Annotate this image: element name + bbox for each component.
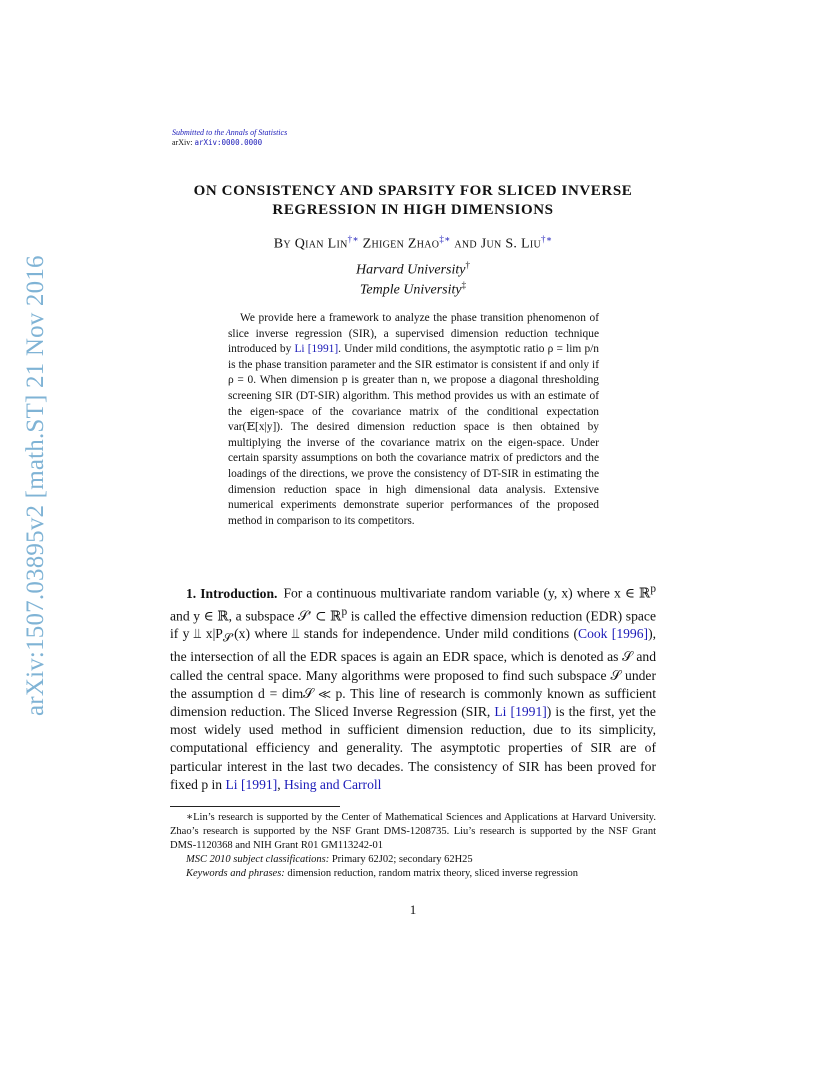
arxiv-prefix: arXiv: xyxy=(172,138,193,147)
subscript: 𝒮′ xyxy=(222,633,235,646)
affiliation-name: Harvard University xyxy=(355,262,466,278)
author-marks[interactable]: †∗ xyxy=(347,234,359,244)
body-text: ) is the first, yet the most widely used method in sufficient dimension reduction, due to its simplicity, computational efficiency and generality. The asymptotic properties of SIR are of particular interest in the last two decades. The consistency of SIR has been proved for fixed p in xyxy=(170,704,656,792)
affiliation xyxy=(170,260,656,279)
journal-submission-note: Submitted to the Annals of Statistics xyxy=(172,128,288,137)
by-label: By xyxy=(273,236,291,252)
body-text: and y ∈ ℝ, a subspace 𝒮′ ⊂ ℝ xyxy=(170,608,342,624)
funding-footnote: ∗Lin’s research is supported by the Center of Mathematical Sciences and Applications at Harvard University. Zhao’s research is supported by the NSF Grant DMS-1208735. Liu’s research is supported by the NSF Grant DMS-1120368 and NIH Grant R01 GM113242-01 xyxy=(170,812,656,851)
citation-link[interactable]: Li [1991] xyxy=(294,343,339,356)
footnote-rule xyxy=(170,806,340,807)
keywords-footnote xyxy=(170,867,656,881)
author-list xyxy=(170,234,656,253)
abstract-text: . Under mild conditions, the asymptotic ratio ρ = lim p/n is the phase transition parameter and the SIR estimator is consistent if and only if ρ = 0. When dimension p is greater than n, we propose a diagonal thresholding screening SIR (DT-SIR) algorithm. This method provides us with an estimate of the eigen-space of the covariance matrix of the conditional expectation var(𝔼[x|y]). The desired dimension reduction space is then obtained by multiplying the inverse of the covariance matrix on the eigen-space. Under certain sparsity assumptions on both the covariance matrix of predictors and the loadings of the directions, we prove the consistency of DT-SIR in estimating the dimension reduction space in high dimensional data analysis. Extensive numerical experiments demonstrate superior performances of the proposed method in comparison to its competitors. xyxy=(228,343,600,527)
msc-text: Primary 62J02; secondary 62H25 xyxy=(329,854,473,865)
affiliation-mark: ‡ xyxy=(461,280,467,290)
arxiv-side-stamp: arXiv:1507.03895v2 [math.ST] 21 Nov 2016 xyxy=(22,255,49,716)
author-name: Jun S. Liu xyxy=(480,236,542,252)
and-label: and xyxy=(454,236,477,252)
body-text: is called the effective dimension reduction (EDR) space if y ⫫ x|P xyxy=(170,608,656,642)
body-text: For a continuous multivariate random variable (y, x) where x ∈ ℝ xyxy=(283,585,651,601)
author-name: Qian Lin xyxy=(294,236,348,252)
affiliation xyxy=(170,280,656,299)
arxiv-identifier-line xyxy=(172,138,262,148)
abstract-text: We provide here a framework to analyze the phase transition phenomenon of slice inverse regression (SIR), a supervised dimension reduction technique introduced by xyxy=(228,312,599,356)
citation-link[interactable]: Li [1991] xyxy=(494,704,547,719)
citation-link[interactable]: Cook [1996] xyxy=(578,626,649,642)
msc-label: MSC 2010 subject classifications: xyxy=(186,854,330,865)
affiliation-name: Temple University xyxy=(359,282,462,298)
section-heading: 1. Introduction. xyxy=(186,585,278,601)
body-text: (x) where ⫫ stands for independence. Under mild conditions ( xyxy=(234,626,578,642)
msc-footnote xyxy=(170,853,656,867)
footnotes xyxy=(170,811,656,881)
body-text: ), the intersection of all the EDR spaces is again an EDR space, which is denoted as 𝒮 and called the central space. Many algorithms were proposed to find such subspace 𝒮 under the assumption d = dim𝒮 ≪ p. This line of research is commonly known as sufficient dimension reduction. The Sliced Inverse Regression (SIR, xyxy=(170,626,656,719)
affiliation-mark: † xyxy=(465,260,471,270)
introduction-section xyxy=(170,580,656,794)
author-name: Zhigen Zhao xyxy=(362,236,440,252)
paper-title: ON CONSISTENCY AND SPARSITY FOR SLICED INVERSE REGRESSION IN HIGH DIMENSIONS xyxy=(193,183,633,218)
arxiv-id-link[interactable]: arXiv:0000.0000 xyxy=(194,138,263,147)
superscript: p xyxy=(341,605,348,618)
citation-link[interactable]: Hsing and Carroll xyxy=(284,776,382,792)
citation-link[interactable]: Li [1991] xyxy=(225,776,278,792)
keywords-text: dimension reduction, random matrix theory, sliced inverse regression xyxy=(284,868,579,879)
superscript: p xyxy=(650,583,656,595)
page-number: 1 xyxy=(409,902,417,917)
author-marks[interactable]: †∗ xyxy=(541,234,553,244)
body-text: , xyxy=(277,776,285,792)
author-marks[interactable]: ‡∗ xyxy=(439,234,451,244)
abstract xyxy=(228,311,599,529)
keywords-label: Keywords and phrases: xyxy=(186,868,285,879)
